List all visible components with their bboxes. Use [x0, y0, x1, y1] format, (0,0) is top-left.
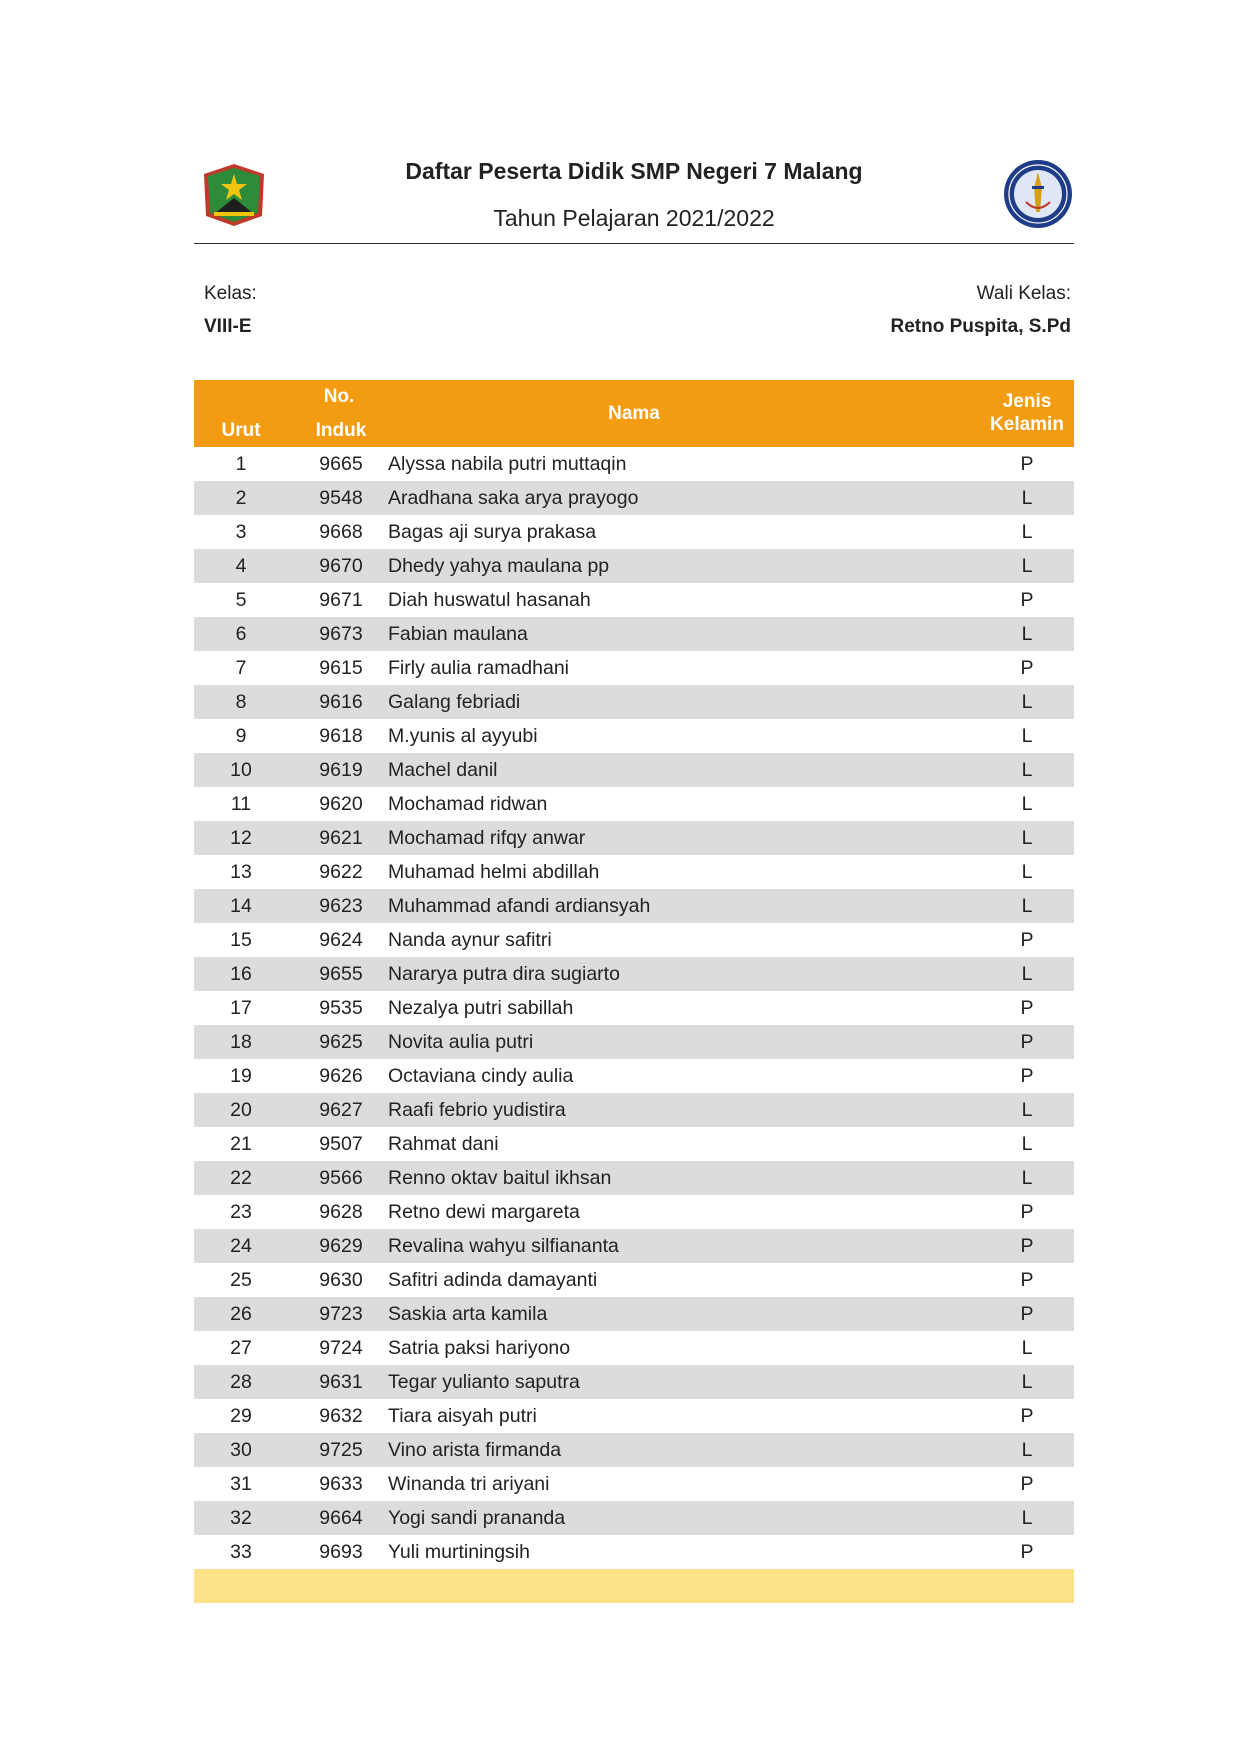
- cell-induk: 9633: [319, 1473, 363, 1495]
- cell-jenis-kelamin: L: [1021, 895, 1033, 917]
- cell-jenis-kelamin: P: [1020, 589, 1034, 611]
- cell-jenis-kelamin: P: [1020, 1235, 1034, 1257]
- table-row: [194, 923, 1074, 957]
- cell-urut: 13: [230, 861, 252, 883]
- school-emblem-icon: [1002, 158, 1074, 230]
- table-row: [194, 1059, 1074, 1093]
- table-row: [194, 719, 1074, 753]
- table-header: [194, 380, 1074, 447]
- cell-jenis-kelamin: L: [1021, 1099, 1033, 1121]
- table-row: [194, 787, 1074, 821]
- cell-nama: Firly aulia ramadhani: [388, 657, 569, 679]
- cell-nama: Diah huswatul hasanah: [388, 589, 591, 611]
- cell-nama: Nanda aynur safitri: [388, 929, 552, 951]
- cell-jenis-kelamin: L: [1021, 759, 1033, 781]
- cell-induk: 9631: [319, 1371, 363, 1393]
- cell-urut: 19: [230, 1065, 252, 1087]
- cell-nama: Revalina wahyu silfiananta: [388, 1235, 619, 1257]
- cell-jenis-kelamin: L: [1021, 963, 1033, 985]
- cell-nama: Yuli murtiningsih: [388, 1541, 530, 1563]
- cell-urut: 27: [230, 1337, 252, 1359]
- cell-induk: 9620: [319, 793, 363, 815]
- cell-urut: 33: [230, 1541, 252, 1563]
- cell-induk: 9535: [319, 997, 363, 1019]
- table-row: [194, 617, 1074, 651]
- cell-jenis-kelamin: P: [1020, 1031, 1034, 1053]
- cell-jenis-kelamin: P: [1020, 1405, 1034, 1427]
- cell-induk: 9670: [319, 555, 363, 577]
- cell-nama: Alyssa nabila putri muttaqin: [388, 453, 627, 475]
- table-row: [194, 549, 1074, 583]
- table-row: [194, 957, 1074, 991]
- cell-urut: 23: [230, 1201, 252, 1223]
- cell-jenis-kelamin: L: [1021, 521, 1033, 543]
- cell-urut: 3: [235, 521, 247, 543]
- cell-induk: 9566: [319, 1167, 363, 1189]
- cell-nama: Raafi febrio yudistira: [388, 1099, 566, 1121]
- cell-jenis-kelamin: L: [1021, 1337, 1033, 1359]
- cell-jenis-kelamin: L: [1021, 1133, 1033, 1155]
- cell-jenis-kelamin: L: [1021, 555, 1033, 577]
- cell-urut: 24: [230, 1235, 252, 1257]
- table-row: [194, 753, 1074, 787]
- cell-nama: Rahmat dani: [388, 1133, 499, 1155]
- cell-urut: 16: [230, 963, 252, 985]
- cell-nama: Novita aulia putri: [388, 1031, 534, 1053]
- cell-induk: 9723: [319, 1303, 363, 1325]
- cell-induk: 9665: [319, 453, 363, 475]
- cell-nama: Safitri adinda damayanti: [388, 1269, 598, 1291]
- table-row: [194, 1161, 1074, 1195]
- cell-urut: 10: [230, 759, 252, 781]
- cell-urut: 14: [230, 895, 252, 917]
- cell-induk: 9664: [319, 1507, 363, 1529]
- student-table: [194, 380, 1074, 1603]
- cell-nama: Saskia arta kamila: [388, 1303, 548, 1325]
- table-row: [194, 855, 1074, 889]
- cell-nama: Aradhana saka arya prayogo: [388, 487, 639, 509]
- cell-jenis-kelamin: P: [1020, 1473, 1034, 1495]
- cell-nama: Tiara aisyah putri: [388, 1405, 537, 1427]
- table-row: [194, 1433, 1074, 1467]
- cell-induk: 9548: [319, 487, 363, 509]
- table-row: [194, 1127, 1074, 1161]
- table-footer-bar: [194, 1569, 1074, 1603]
- cell-urut: 29: [230, 1405, 252, 1427]
- cell-induk: 9693: [319, 1541, 363, 1563]
- cell-nama: Dhedy yahya maulana pp: [388, 555, 610, 577]
- cell-induk: 9629: [319, 1235, 363, 1257]
- cell-nama: Satria paksi hariyono: [388, 1337, 571, 1359]
- cell-urut: 5: [235, 589, 247, 611]
- cell-jenis-kelamin: L: [1021, 861, 1033, 883]
- cell-induk: 9673: [319, 623, 363, 645]
- cell-urut: 25: [230, 1269, 252, 1291]
- header-urut: Urut: [221, 420, 261, 441]
- table-row: [194, 583, 1074, 617]
- table-row: [194, 1025, 1074, 1059]
- cell-urut: 12: [230, 827, 252, 849]
- cell-jenis-kelamin: L: [1021, 487, 1033, 509]
- cell-jenis-kelamin: L: [1021, 827, 1033, 849]
- table-row: [194, 1331, 1074, 1365]
- table-row: [194, 651, 1074, 685]
- cell-induk: 9671: [319, 589, 363, 611]
- cell-induk: 9724: [319, 1337, 363, 1359]
- cell-induk: 9632: [319, 1405, 363, 1427]
- cell-induk: 9622: [319, 861, 363, 883]
- cell-urut: 7: [235, 657, 247, 679]
- cell-induk: 9655: [319, 963, 363, 985]
- cell-induk: 9507: [319, 1133, 363, 1155]
- cell-jenis-kelamin: P: [1020, 453, 1034, 475]
- header-no: No.: [323, 386, 355, 407]
- cell-induk: 9626: [319, 1065, 363, 1087]
- cell-urut: 9: [235, 725, 247, 747]
- kelas-label: Kelas:: [204, 283, 257, 304]
- cell-induk: 9725: [319, 1439, 363, 1461]
- cell-induk: 9621: [319, 827, 363, 849]
- table-row: [194, 1093, 1074, 1127]
- table-row: [194, 889, 1074, 923]
- cell-jenis-kelamin: P: [1020, 1541, 1034, 1563]
- cell-induk: 9618: [319, 725, 363, 747]
- cell-induk: 9623: [319, 895, 363, 917]
- header-induk: Induk: [315, 420, 367, 441]
- table-row: [194, 1399, 1074, 1433]
- cell-nama: Yogi sandi prananda: [388, 1507, 566, 1529]
- cell-induk: 9625: [319, 1031, 363, 1053]
- cell-jenis-kelamin: L: [1021, 793, 1033, 815]
- cell-induk: 9668: [319, 521, 363, 543]
- cell-urut: 31: [230, 1473, 252, 1495]
- cell-nama: Galang febriadi: [388, 691, 521, 713]
- wali-kelas-label: Wali Kelas:: [976, 283, 1071, 304]
- cell-urut: 22: [230, 1167, 252, 1189]
- cell-induk: 9616: [319, 691, 363, 713]
- cell-induk: 9619: [319, 759, 363, 781]
- cell-jenis-kelamin: L: [1021, 1439, 1033, 1461]
- cell-jenis-kelamin: P: [1020, 929, 1034, 951]
- cell-nama: M.yunis al ayyubi: [388, 725, 538, 747]
- cell-urut: 1: [235, 453, 247, 475]
- cell-jenis-kelamin: L: [1021, 725, 1033, 747]
- cell-nama: Muhamad helmi abdillah: [388, 861, 600, 883]
- cell-induk: 9624: [319, 929, 363, 951]
- table-row: [194, 1229, 1074, 1263]
- cell-urut: 32: [230, 1507, 252, 1529]
- cell-nama: Tegar yulianto saputra: [388, 1371, 580, 1393]
- cell-nama: Winanda tri ariyani: [388, 1473, 550, 1495]
- table-body: [194, 447, 1074, 1569]
- cell-urut: 2: [235, 487, 247, 509]
- cell-nama: Mochamad rifqy anwar: [388, 827, 586, 849]
- cell-nama: Renno oktav baitul ikhsan: [388, 1167, 612, 1189]
- cell-nama: Muhammad afandi ardiansyah: [388, 895, 651, 917]
- document-subtitle: Tahun Pelajaran 2021/2022: [493, 205, 775, 231]
- cell-induk: 9628: [319, 1201, 363, 1223]
- cell-urut: 8: [235, 691, 247, 713]
- cell-nama: Nararya putra dira sugiarto: [388, 963, 620, 985]
- cell-urut: 11: [230, 793, 252, 815]
- table-row: [194, 481, 1074, 515]
- cell-urut: 6: [235, 623, 247, 645]
- cell-urut: 26: [230, 1303, 252, 1325]
- table-row: [194, 1263, 1074, 1297]
- cell-nama: Bagas aji surya prakasa: [388, 521, 597, 543]
- cell-induk: 9630: [319, 1269, 363, 1291]
- cell-jenis-kelamin: P: [1020, 1269, 1034, 1291]
- kelas-value: VIII-E: [204, 316, 252, 337]
- table-row: [194, 821, 1074, 855]
- cell-nama: Retno dewi margareta: [388, 1201, 580, 1223]
- cell-jenis-kelamin: L: [1021, 1507, 1033, 1529]
- cell-jenis-kelamin: L: [1021, 691, 1033, 713]
- table-row: [194, 1467, 1074, 1501]
- cell-induk: 9615: [319, 657, 363, 679]
- cell-urut: 21: [230, 1133, 252, 1155]
- cell-nama: Vino arista firmanda: [388, 1439, 562, 1461]
- table-row: [194, 1297, 1074, 1331]
- cell-urut: 28: [230, 1371, 252, 1393]
- table-row: [194, 1501, 1074, 1535]
- table-row: [194, 1535, 1074, 1569]
- cell-urut: 4: [235, 555, 247, 577]
- cell-nama: Nezalya putri sabillah: [388, 997, 574, 1019]
- cell-urut: 18: [230, 1031, 252, 1053]
- cell-jenis-kelamin: L: [1021, 1371, 1033, 1393]
- cell-nama: Machel danil: [388, 759, 498, 781]
- cell-jenis-kelamin: P: [1020, 1201, 1034, 1223]
- table-row: [194, 1195, 1074, 1229]
- cell-urut: 30: [230, 1439, 252, 1461]
- cell-jenis-kelamin: L: [1021, 1167, 1033, 1189]
- cell-jenis-kelamin: P: [1020, 657, 1034, 679]
- header-nama: Nama: [608, 403, 660, 424]
- cell-induk: 9627: [319, 1099, 363, 1121]
- cell-jenis-kelamin: L: [1021, 623, 1033, 645]
- document-title: Daftar Peserta Didik SMP Negeri 7 Malang: [405, 158, 863, 184]
- cell-jenis-kelamin: P: [1020, 1065, 1034, 1087]
- table-row: [194, 447, 1074, 481]
- wali-kelas-value: Retno Puspita, S.Pd: [890, 316, 1071, 337]
- table-row: [194, 515, 1074, 549]
- header-kelamin: Kelamin: [990, 414, 1064, 435]
- table-row: [194, 1365, 1074, 1399]
- cell-urut: 17: [230, 997, 252, 1019]
- cell-jenis-kelamin: P: [1020, 997, 1034, 1019]
- cell-nama: Fabian maulana: [388, 623, 528, 645]
- cell-jenis-kelamin: P: [1020, 1303, 1034, 1325]
- table-row: [194, 685, 1074, 719]
- document-header: [194, 140, 1074, 244]
- cell-nama: Mochamad ridwan: [388, 793, 548, 815]
- cell-nama: Octaviana cindy aulia: [388, 1065, 574, 1087]
- cell-urut: 15: [230, 929, 252, 951]
- cell-urut: 20: [230, 1099, 252, 1121]
- header-jenis: Jenis: [1002, 391, 1052, 412]
- table-row: [194, 991, 1074, 1025]
